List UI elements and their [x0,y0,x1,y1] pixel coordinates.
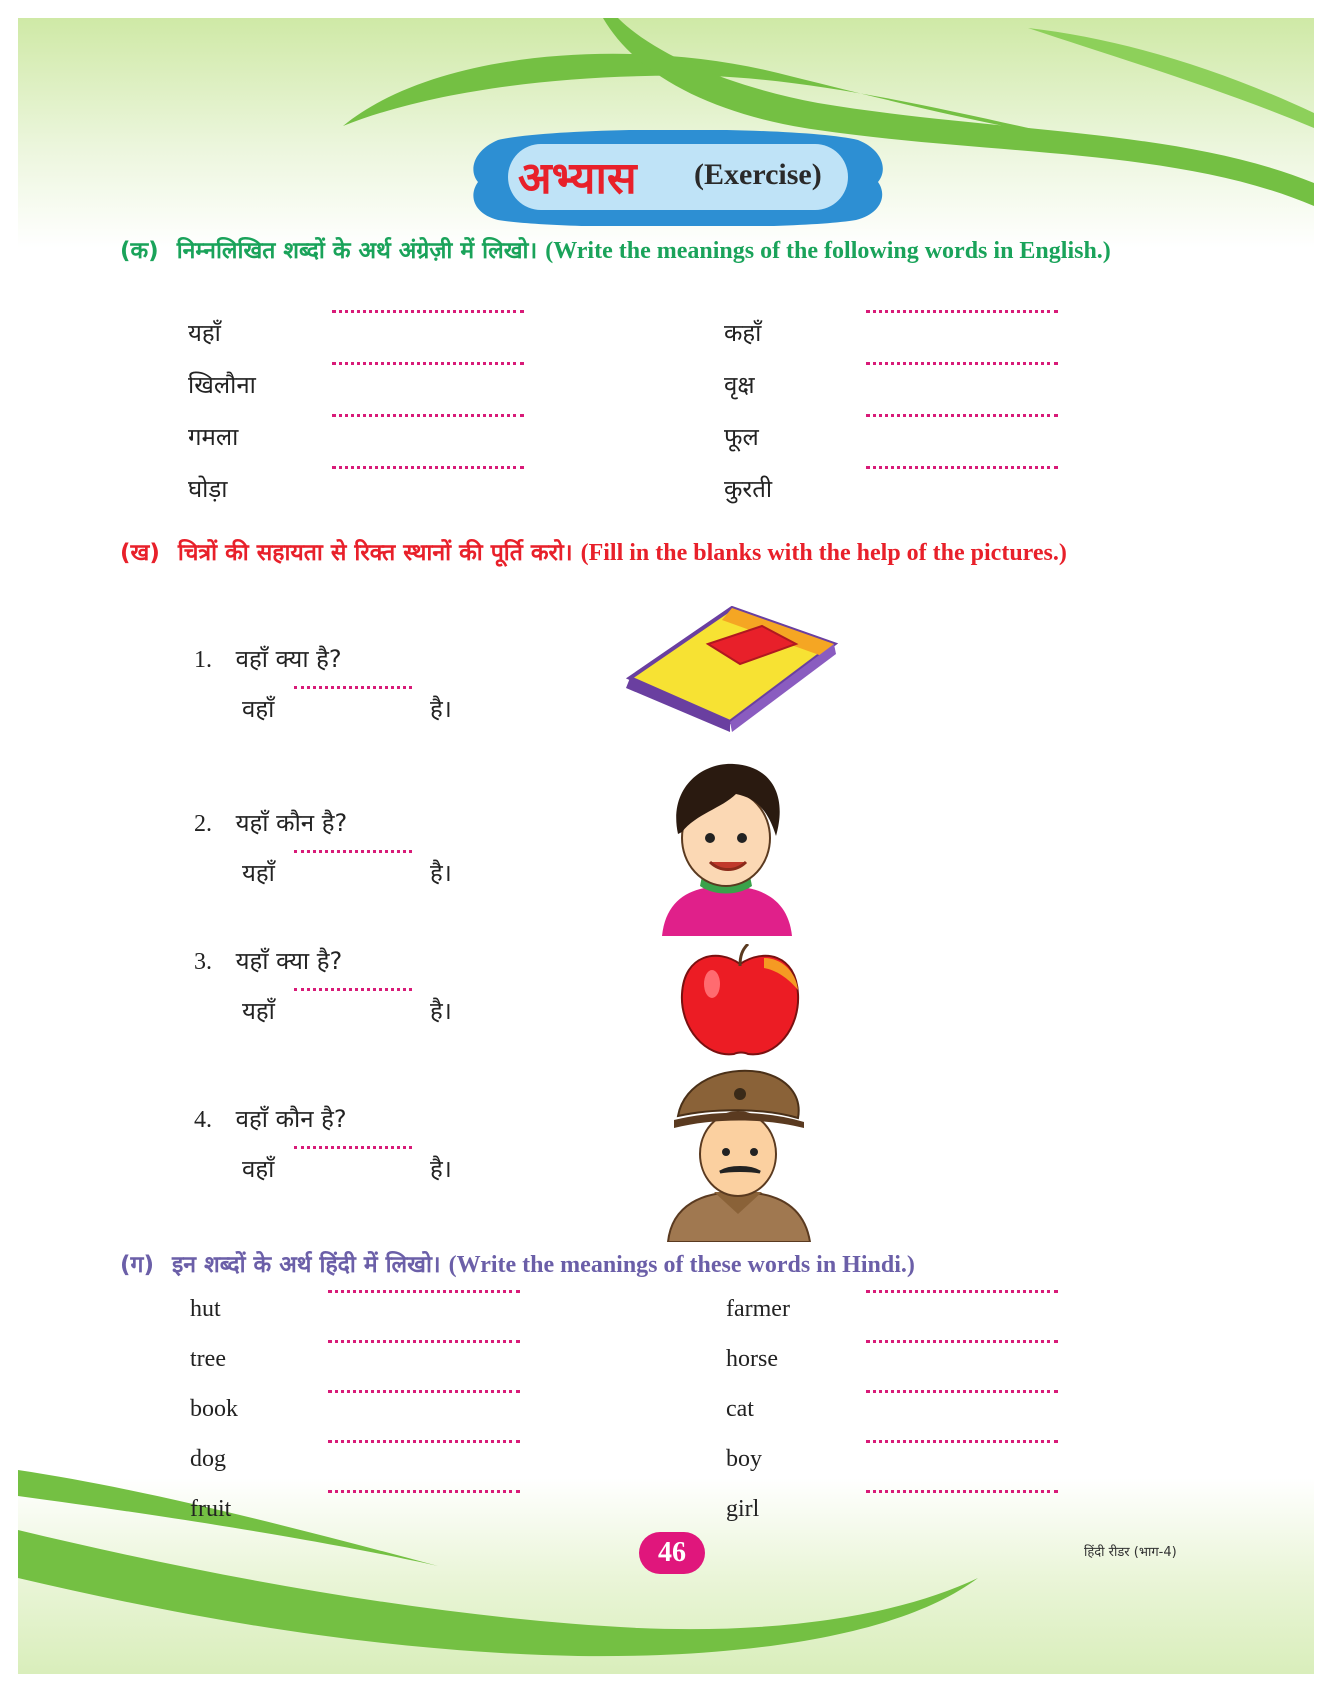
answer-line-1: वहाँ [242,695,275,723]
answer-blank[interactable] [866,1340,1058,1343]
section-ka-label: (क) [120,238,159,264]
book-icon [622,606,842,734]
answer-blank[interactable] [866,1440,1058,1443]
list-item: boy [726,1446,762,1472]
answer-blank[interactable] [866,466,1058,469]
page-title-english: (Exercise) [694,158,822,191]
section-ka-heading [120,234,1220,268]
worksheet-page [18,18,1314,1674]
book-footer: हिंदी रीडर (भाग-4) [1084,1545,1177,1560]
list-item: घोड़ा [188,475,228,503]
section-ka-instruction-english: (Write the meanings of the following words in English.) [545,238,1111,264]
section-ga-heading [120,1248,1220,1282]
answer-blank[interactable] [866,1490,1058,1493]
answer-blank[interactable] [294,988,412,991]
question-2: 2. यहाँ कौन है? [194,809,348,837]
answer-line-2: यहाँ [242,859,275,887]
page-title-hindi: अभ्यास [518,153,637,204]
section-ka-instruction-hindi: निम्नलिखित शब्दों के अर्थ अंग्रेज़ी में लिखो। [176,238,538,264]
answer-blank[interactable] [332,362,524,365]
section-ga-label: (ग) [120,1252,154,1278]
section-ga-instruction-english: (Write the meanings of these words in Hindi.) [448,1252,915,1278]
question-3: 3. यहाँ क्या है? [194,947,343,975]
list-item: horse [726,1346,778,1372]
answer-blank[interactable] [328,1490,520,1493]
list-item: dog [190,1446,226,1472]
section-ga-instruction-hindi: इन शब्दों के अर्थ हिंदी में लिखो। [172,1252,441,1278]
answer-line-3: यहाँ [242,997,275,1025]
apple-icon [678,944,804,1062]
list-item: कुरती [724,475,773,503]
list-item: tree [190,1346,226,1372]
list-item: cat [726,1396,754,1422]
answer-blank[interactable] [328,1390,520,1393]
list-item: खिलौना [188,371,256,399]
list-item: hut [190,1296,221,1322]
question-1: 1. वहाँ क्या है? [194,645,342,673]
answer-blank[interactable] [332,466,524,469]
list-item: फूल [724,423,759,451]
answer-blank[interactable] [866,414,1058,417]
answer-blank[interactable] [866,310,1058,313]
answer-blank[interactable] [866,1290,1058,1293]
answer-blank[interactable] [332,414,524,417]
section-kha-label: (ख) [120,540,160,566]
list-item: कहाँ [724,319,762,347]
list-item: farmer [726,1296,790,1322]
list-item: गमला [188,423,239,451]
list-item: यहाँ [188,319,221,347]
answer-blank[interactable] [332,310,524,313]
list-item: fruit [190,1496,232,1522]
answer-end: है। [430,997,452,1025]
answer-blank[interactable] [294,1146,412,1149]
section-kha-heading [120,536,1220,570]
answer-blank[interactable] [328,1340,520,1343]
answer-blank[interactable] [294,850,412,853]
answer-blank[interactable] [866,1390,1058,1393]
answer-end: है। [430,695,452,723]
policeman-icon [664,1064,814,1242]
answer-blank[interactable] [328,1290,520,1293]
question-4: 4. वहाँ कौन है? [194,1105,347,1133]
list-item: वृक्ष [724,371,755,399]
answer-end: है। [430,1155,452,1183]
boy-icon [652,758,802,936]
answer-blank[interactable] [866,362,1058,365]
answer-blank[interactable] [294,686,412,689]
answer-end: है। [430,859,452,887]
section-kha-instruction-english: (Fill in the blanks with the help of the pictures.) [580,540,1067,566]
list-item: girl [726,1496,760,1522]
section-kha-instruction-hindi: चित्रों की सहायता से रिक्त स्थानों की पूर्ति करो। [177,540,573,566]
answer-blank[interactable] [328,1440,520,1443]
page-number: 46 [639,1532,705,1574]
answer-line-4: वहाँ [242,1155,275,1183]
list-item: book [190,1396,238,1422]
